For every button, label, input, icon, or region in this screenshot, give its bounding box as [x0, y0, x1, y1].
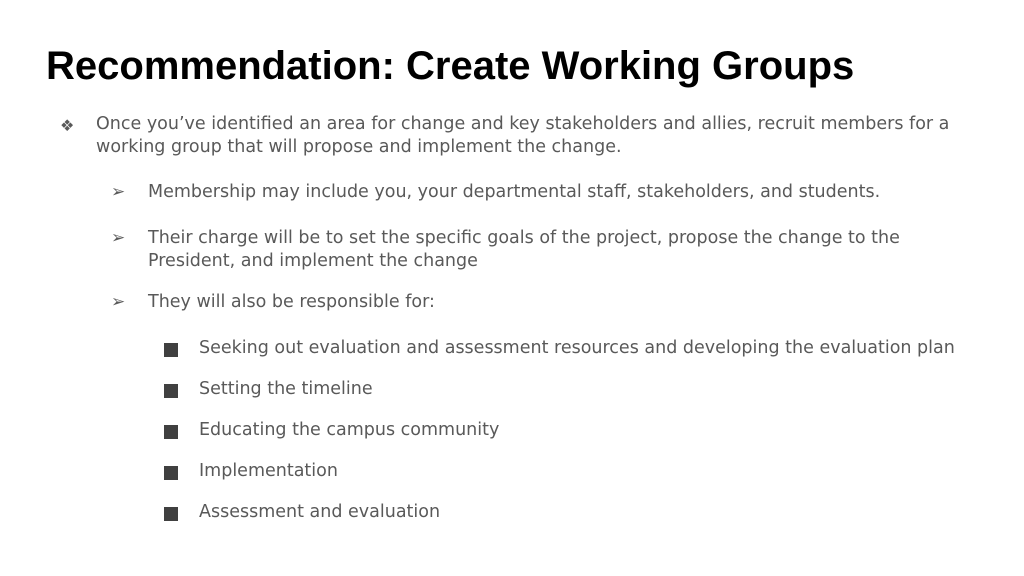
square-icon	[164, 384, 178, 398]
responsibility-text: Assessment and evaluation	[199, 502, 441, 522]
diamond-cluster-icon: ❖	[60, 116, 75, 135]
arrowhead-icon: ➢	[111, 292, 126, 312]
responsibility-text: Educating the campus community	[199, 420, 500, 440]
square-icon	[164, 343, 178, 357]
slide-title: Recommendation: Create Working Groups	[46, 44, 855, 88]
arrowhead-icon: ➢	[111, 182, 126, 202]
responsibility-text: Seeking out evaluation and assessment resources and developing the evaluation plan	[199, 338, 955, 358]
square-icon	[164, 466, 178, 480]
responsibility-text: Setting the timeline	[199, 379, 373, 399]
arrowhead-icon: ➢	[111, 228, 126, 248]
sub-bullet-text: They will also be responsible for:	[148, 292, 435, 312]
square-icon	[164, 507, 178, 521]
square-icon	[164, 425, 178, 439]
sub-bullet-text: Their charge will be to set the specific goals of the project, propose the change to the President, and implement the change	[148, 228, 900, 271]
bullet-text: Once you’ve identified an area for change and key stakeholders and allies, recruit members for a working group that will propose and implement the change.	[96, 114, 950, 157]
sub-bullet-text: Membership may include you, your departmental staff, stakeholders, and students.	[148, 182, 881, 202]
responsibility-text: Implementation	[199, 461, 338, 481]
